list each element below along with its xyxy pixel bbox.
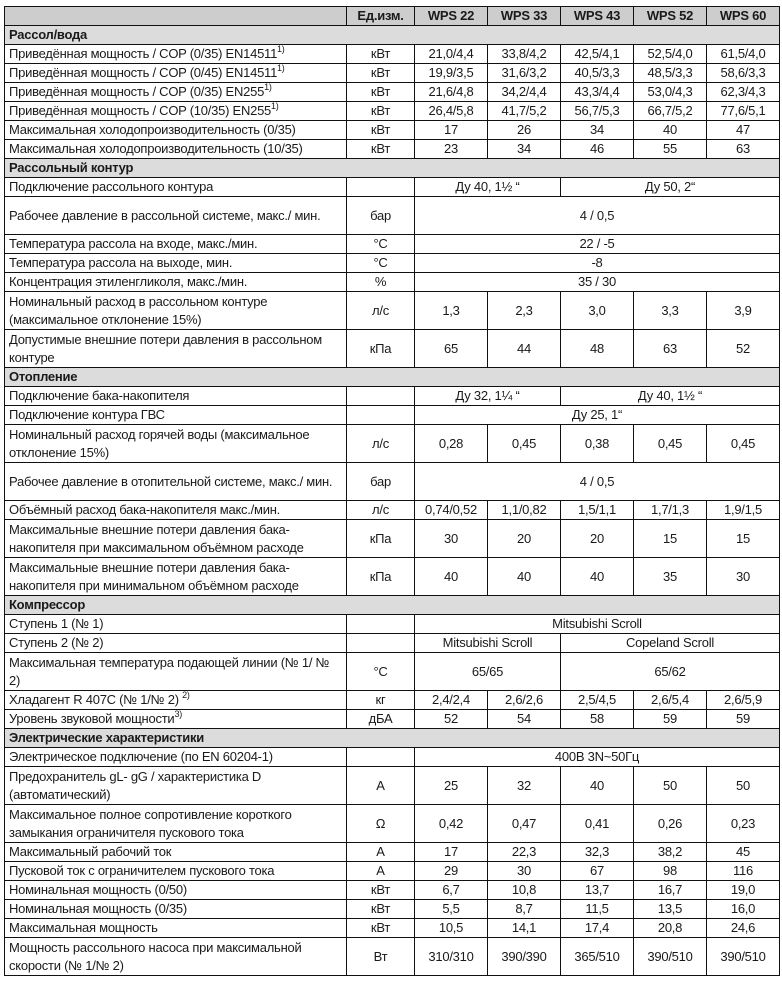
row-unit: кВт xyxy=(347,64,415,83)
row-label xyxy=(5,881,347,900)
row-unit: A xyxy=(347,862,415,881)
row-unit: A xyxy=(347,767,415,805)
row-value: 14,1 xyxy=(488,919,561,938)
spec-row xyxy=(5,102,780,121)
row-value: 24,6 xyxy=(707,919,780,938)
row-merged-value: Ду 32, 1¼ “ xyxy=(415,387,561,406)
row-merged-value: 4 / 0,5 xyxy=(415,197,780,235)
footnote-ref: 1) xyxy=(271,101,279,111)
row-value: 62,3/4,3 xyxy=(707,83,780,102)
row-value: 34 xyxy=(488,140,561,159)
row-value: 53,0/4,3 xyxy=(634,83,707,102)
row-label-text: Концентрация этиленгликоля, макс./мин. xyxy=(9,274,248,289)
row-value: 59 xyxy=(634,710,707,729)
row-label xyxy=(5,938,347,976)
row-unit: кПа xyxy=(347,520,415,558)
row-value: 0,47 xyxy=(488,805,561,843)
spec-row xyxy=(5,387,780,406)
section-title: Отопление xyxy=(5,368,780,387)
row-label xyxy=(5,805,347,843)
row-unit: дБА xyxy=(347,710,415,729)
row-label xyxy=(5,273,347,292)
header-label-cell xyxy=(5,7,347,26)
row-value: 20 xyxy=(561,520,634,558)
spec-row xyxy=(5,83,780,102)
row-value: 43,3/4,4 xyxy=(561,83,634,102)
row-value: 2,6/5,4 xyxy=(634,691,707,710)
row-label-text: Ступень 2 (№ 2) xyxy=(9,635,104,650)
row-label xyxy=(5,843,347,862)
row-unit: бар xyxy=(347,197,415,235)
row-value: 50 xyxy=(634,767,707,805)
row-label-text: Номинальный расход горячей воды (максимальное отклонение 15%) xyxy=(9,426,310,460)
spec-row xyxy=(5,273,780,292)
row-value: 40 xyxy=(634,121,707,140)
row-label xyxy=(5,520,347,558)
row-value: 0,42 xyxy=(415,805,488,843)
section-title: Рассол/вода xyxy=(5,26,780,45)
row-value: 16,0 xyxy=(707,900,780,919)
row-value: 3,3 xyxy=(634,292,707,330)
row-merged-value: 35 / 30 xyxy=(415,273,780,292)
spec-row xyxy=(5,292,780,330)
row-label-text: Максимальная температура подающей линии (№ 1/ № 2) xyxy=(9,654,330,688)
spec-row xyxy=(5,691,780,710)
row-value: 52,5/4,0 xyxy=(634,45,707,64)
row-label-text: Номинальная мощность (0/35) xyxy=(9,901,187,916)
spec-row xyxy=(5,520,780,558)
row-value: 40 xyxy=(415,558,488,596)
spec-row xyxy=(5,501,780,520)
row-label xyxy=(5,102,347,121)
row-unit xyxy=(347,615,415,634)
row-label xyxy=(5,330,347,368)
row-unit: кВт xyxy=(347,83,415,102)
row-label-text: Объёмный расход бака-накопителя макс./мин. xyxy=(9,502,281,517)
row-value: 0,45 xyxy=(634,425,707,463)
row-value: 40 xyxy=(488,558,561,596)
row-unit: °C xyxy=(347,235,415,254)
spec-row xyxy=(5,710,780,729)
row-merged-value: 65/62 xyxy=(561,653,780,691)
row-unit: кПа xyxy=(347,330,415,368)
row-merged-value: Ду 25, 1“ xyxy=(415,406,780,425)
spec-row xyxy=(5,406,780,425)
row-value: 61,5/4,0 xyxy=(707,45,780,64)
row-value: 13,5 xyxy=(634,900,707,919)
spec-row xyxy=(5,634,780,653)
row-value: 58,6/3,3 xyxy=(707,64,780,83)
row-value: 11,5 xyxy=(561,900,634,919)
row-value: 8,7 xyxy=(488,900,561,919)
row-value: 19,9/3,5 xyxy=(415,64,488,83)
row-value: 15 xyxy=(707,520,780,558)
spec-row xyxy=(5,330,780,368)
row-label-text: Приведённая мощность / COP (0/45) EN14511 xyxy=(9,65,278,80)
row-value: 2,5/4,5 xyxy=(561,691,634,710)
row-label-text: Максимальное полное сопротивление короткого замыкания ограничителя пускового тока xyxy=(9,806,292,840)
spec-row xyxy=(5,843,780,862)
row-value: 59 xyxy=(707,710,780,729)
row-unit xyxy=(347,178,415,197)
row-label xyxy=(5,235,347,254)
section-row xyxy=(5,729,780,748)
row-value: 25 xyxy=(415,767,488,805)
row-value: 52 xyxy=(415,710,488,729)
spec-row xyxy=(5,178,780,197)
section-row xyxy=(5,26,780,45)
row-label-text: Электрическое подключение (по EN 60204-1) xyxy=(9,749,273,764)
row-label xyxy=(5,292,347,330)
row-value: 1,1/0,82 xyxy=(488,501,561,520)
row-value: 17 xyxy=(415,843,488,862)
row-value: 0,74/0,52 xyxy=(415,501,488,520)
row-unit: л/с xyxy=(347,292,415,330)
row-unit xyxy=(347,387,415,406)
header-model: WPS 33 xyxy=(488,7,561,26)
row-value: 16,7 xyxy=(634,881,707,900)
row-value: 63 xyxy=(707,140,780,159)
row-value: 390/510 xyxy=(707,938,780,976)
row-label xyxy=(5,45,347,64)
row-merged-value: Mitsubishi Scroll xyxy=(415,634,561,653)
row-label-text: Рабочее давление в отопительной системе, макс./ мин. xyxy=(9,473,333,489)
row-value: 40 xyxy=(561,767,634,805)
row-label xyxy=(5,748,347,767)
row-value: 6,7 xyxy=(415,881,488,900)
row-value: 77,6/5,1 xyxy=(707,102,780,121)
row-value: 98 xyxy=(634,862,707,881)
row-unit: % xyxy=(347,273,415,292)
row-label-text: Температура рассола на входе, макс./мин. xyxy=(9,236,258,251)
row-value: 44 xyxy=(488,330,561,368)
row-unit: бар xyxy=(347,463,415,501)
row-value: 0,45 xyxy=(707,425,780,463)
row-value: 33,8/4,2 xyxy=(488,45,561,64)
row-value: 42,5/4,1 xyxy=(561,45,634,64)
row-label xyxy=(5,64,347,83)
row-merged-value: Copeland Scroll xyxy=(561,634,780,653)
row-value: 5,5 xyxy=(415,900,488,919)
row-unit: Вт xyxy=(347,938,415,976)
row-value: 32 xyxy=(488,767,561,805)
row-label xyxy=(5,862,347,881)
row-value: 46 xyxy=(561,140,634,159)
spec-row xyxy=(5,463,780,501)
row-value: 26,4/5,8 xyxy=(415,102,488,121)
row-value: 26 xyxy=(488,121,561,140)
row-label xyxy=(5,691,347,710)
row-value: 58 xyxy=(561,710,634,729)
row-merged-value: 65/65 xyxy=(415,653,561,691)
row-label-text: Хладагент R 407C (№ 1/№ 2) xyxy=(9,692,183,707)
row-label xyxy=(5,615,347,634)
row-unit: Ω xyxy=(347,805,415,843)
row-value: 66,7/5,2 xyxy=(634,102,707,121)
spec-row xyxy=(5,235,780,254)
header-row xyxy=(5,7,780,26)
spec-row xyxy=(5,653,780,691)
row-value: 0,28 xyxy=(415,425,488,463)
row-label-text: Максимальный рабочий ток xyxy=(9,844,172,859)
header-model: WPS 43 xyxy=(561,7,634,26)
row-label xyxy=(5,710,347,729)
row-unit: кВт xyxy=(347,121,415,140)
spec-row xyxy=(5,140,780,159)
row-label xyxy=(5,387,347,406)
row-unit: °C xyxy=(347,254,415,273)
row-value: 40 xyxy=(561,558,634,596)
row-label-text: Подключение бака-накопителя xyxy=(9,388,190,403)
spec-table xyxy=(4,6,780,976)
row-value: 10,5 xyxy=(415,919,488,938)
row-label xyxy=(5,634,347,653)
footnote-ref: 1) xyxy=(277,63,285,73)
row-label-text: Рабочее давление в рассольной системе, макс./ мин. xyxy=(9,207,321,223)
spec-row xyxy=(5,197,780,235)
row-merged-value: -8 xyxy=(415,254,780,273)
row-value: 54 xyxy=(488,710,561,729)
row-value: 20,8 xyxy=(634,919,707,938)
row-value: 20 xyxy=(488,520,561,558)
row-label-text: Подключение контура ГВС xyxy=(9,407,165,422)
row-unit: кВт xyxy=(347,140,415,159)
row-label-text: Приведённая мощность / COP (10/35) EN255 xyxy=(9,103,272,118)
row-value: 30 xyxy=(415,520,488,558)
row-value: 31,6/3,2 xyxy=(488,64,561,83)
spec-row xyxy=(5,938,780,976)
spec-row xyxy=(5,558,780,596)
row-label-text: Приведённая мощность / COP (0/35) EN14511 xyxy=(9,46,278,61)
row-value: 17 xyxy=(415,121,488,140)
row-value: 21,6/4,8 xyxy=(415,83,488,102)
row-label xyxy=(5,83,347,102)
row-value: 0,26 xyxy=(634,805,707,843)
row-unit: кВт xyxy=(347,45,415,64)
row-unit xyxy=(347,634,415,653)
row-merged-value: 22 / -5 xyxy=(415,235,780,254)
row-label-text: Максимальная холодопроизводительность (0/35) xyxy=(9,122,296,137)
row-unit: кВт xyxy=(347,900,415,919)
section-row xyxy=(5,596,780,615)
header-model: WPS 60 xyxy=(707,7,780,26)
row-merged-value: Mitsubishi Scroll xyxy=(415,615,780,634)
spec-row xyxy=(5,748,780,767)
row-value: 56,7/5,3 xyxy=(561,102,634,121)
row-value: 390/390 xyxy=(488,938,561,976)
row-value: 2,6/5,9 xyxy=(707,691,780,710)
row-label-text: Подключение рассольного контура xyxy=(9,179,214,194)
row-label-text: Номинальная мощность (0/50) xyxy=(9,882,187,897)
row-label xyxy=(5,919,347,938)
row-value: 0,41 xyxy=(561,805,634,843)
spec-row xyxy=(5,254,780,273)
row-value: 65 xyxy=(415,330,488,368)
row-label-text: Пусковой ток с ограничителем пускового тока xyxy=(9,863,275,878)
spec-row xyxy=(5,121,780,140)
row-value: 3,0 xyxy=(561,292,634,330)
row-value: 3,9 xyxy=(707,292,780,330)
row-label-text: Приведённая мощность / COP (0/35) EN255 xyxy=(9,84,265,99)
row-value: 38,2 xyxy=(634,843,707,862)
row-label-text: Номинальный расход в рассольном контуре (максимальное отклонение 15%) xyxy=(9,293,268,327)
row-merged-value: 4 / 0,5 xyxy=(415,463,780,501)
row-value: 13,7 xyxy=(561,881,634,900)
footnote-ref: 1) xyxy=(264,82,272,92)
row-value: 116 xyxy=(707,862,780,881)
row-value: 63 xyxy=(634,330,707,368)
row-value: 52 xyxy=(707,330,780,368)
row-label xyxy=(5,558,347,596)
row-value: 1,9/1,5 xyxy=(707,501,780,520)
row-value: 10,8 xyxy=(488,881,561,900)
row-value: 34 xyxy=(561,121,634,140)
row-value: 45 xyxy=(707,843,780,862)
row-merged-value: Ду 40, 1½ “ xyxy=(415,178,561,197)
row-value: 2,4/2,4 xyxy=(415,691,488,710)
row-value: 15 xyxy=(634,520,707,558)
row-unit: кПа xyxy=(347,558,415,596)
row-merged-value: Ду 50, 2“ xyxy=(561,178,780,197)
row-value: 390/510 xyxy=(634,938,707,976)
row-unit: °C xyxy=(347,653,415,691)
row-label xyxy=(5,254,347,273)
row-value: 30 xyxy=(707,558,780,596)
row-merged-value: 400В 3N~50Гц xyxy=(415,748,780,767)
row-label xyxy=(5,406,347,425)
row-label xyxy=(5,140,347,159)
row-label-text: Мощность рассольного насоса при максимальной скорости (№ 1/№ 2) xyxy=(9,939,302,973)
spec-row xyxy=(5,767,780,805)
spec-row xyxy=(5,862,780,881)
row-label xyxy=(5,121,347,140)
row-unit: л/с xyxy=(347,425,415,463)
row-value: 40,5/3,3 xyxy=(561,64,634,83)
row-unit: кг xyxy=(347,691,415,710)
row-unit: кВт xyxy=(347,919,415,938)
footnote-ref: 3) xyxy=(174,709,182,719)
row-value: 19,0 xyxy=(707,881,780,900)
section-title: Компрессор xyxy=(5,596,780,615)
row-unit: кВт xyxy=(347,102,415,121)
section-title: Рассольный контур xyxy=(5,159,780,178)
row-value: 48 xyxy=(561,330,634,368)
spec-row xyxy=(5,881,780,900)
spec-row xyxy=(5,425,780,463)
row-label xyxy=(5,501,347,520)
spec-row xyxy=(5,45,780,64)
row-label-text: Максимальная холодопроизводительность (10/35) xyxy=(9,141,303,156)
spec-row xyxy=(5,919,780,938)
row-value: 365/510 xyxy=(561,938,634,976)
row-value: 55 xyxy=(634,140,707,159)
header-model: WPS 22 xyxy=(415,7,488,26)
row-value: 23 xyxy=(415,140,488,159)
row-merged-value: Ду 40, 1½ “ xyxy=(561,387,780,406)
spec-row xyxy=(5,900,780,919)
row-label-text: Максимальные внешние потери давления бака-накопителя при максимальном объёмном расходе xyxy=(9,521,304,555)
row-label-text: Максимальные внешние потери давления бака-накопителя при минимальном объёмном расходе xyxy=(9,559,299,593)
row-value: 47 xyxy=(707,121,780,140)
row-value: 32,3 xyxy=(561,843,634,862)
section-title: Электрические характеристики xyxy=(5,729,780,748)
row-label-text: Максимальная мощность xyxy=(9,920,158,935)
row-value: 2,6/2,6 xyxy=(488,691,561,710)
row-label xyxy=(5,197,347,235)
row-value: 30 xyxy=(488,862,561,881)
row-label xyxy=(5,463,347,501)
section-row xyxy=(5,159,780,178)
row-value: 21,0/4,4 xyxy=(415,45,488,64)
row-label-text: Предохранитель gL- gG / характеристика D (автоматический) xyxy=(9,768,262,802)
row-unit xyxy=(347,406,415,425)
footnote-ref: 2) xyxy=(182,690,190,700)
row-value: 50 xyxy=(707,767,780,805)
spec-row xyxy=(5,805,780,843)
row-label xyxy=(5,178,347,197)
row-value: 1,5/1,1 xyxy=(561,501,634,520)
row-label xyxy=(5,900,347,919)
row-value: 41,7/5,2 xyxy=(488,102,561,121)
row-label-text: Уровень звуковой мощности xyxy=(9,711,175,726)
section-row xyxy=(5,368,780,387)
row-value: 1,3 xyxy=(415,292,488,330)
row-value: 34,2/4,4 xyxy=(488,83,561,102)
spec-body xyxy=(5,26,780,976)
spec-row xyxy=(5,615,780,634)
row-label xyxy=(5,767,347,805)
header-unit: Ед.изм. xyxy=(347,7,415,26)
row-value: 17,4 xyxy=(561,919,634,938)
row-label xyxy=(5,653,347,691)
row-value: 22,3 xyxy=(488,843,561,862)
row-value: 67 xyxy=(561,862,634,881)
row-value: 0,38 xyxy=(561,425,634,463)
row-value: 35 xyxy=(634,558,707,596)
spec-row xyxy=(5,64,780,83)
row-value: 2,3 xyxy=(488,292,561,330)
row-label-text: Допустимые внешние потери давления в рассольном контуре xyxy=(9,331,322,365)
row-value: 29 xyxy=(415,862,488,881)
row-value: 0,23 xyxy=(707,805,780,843)
row-label-text: Ступень 1 (№ 1) xyxy=(9,616,104,631)
row-value: 1,7/1,3 xyxy=(634,501,707,520)
row-unit: л/с xyxy=(347,501,415,520)
footnote-ref: 1) xyxy=(277,44,285,54)
row-value: 310/310 xyxy=(415,938,488,976)
header-model: WPS 52 xyxy=(634,7,707,26)
row-unit xyxy=(347,748,415,767)
row-unit: A xyxy=(347,843,415,862)
row-label-text: Температура рассола на выходе, мин. xyxy=(9,255,233,270)
row-value: 0,45 xyxy=(488,425,561,463)
row-label xyxy=(5,425,347,463)
row-unit: кВт xyxy=(347,881,415,900)
row-value: 48,5/3,3 xyxy=(634,64,707,83)
